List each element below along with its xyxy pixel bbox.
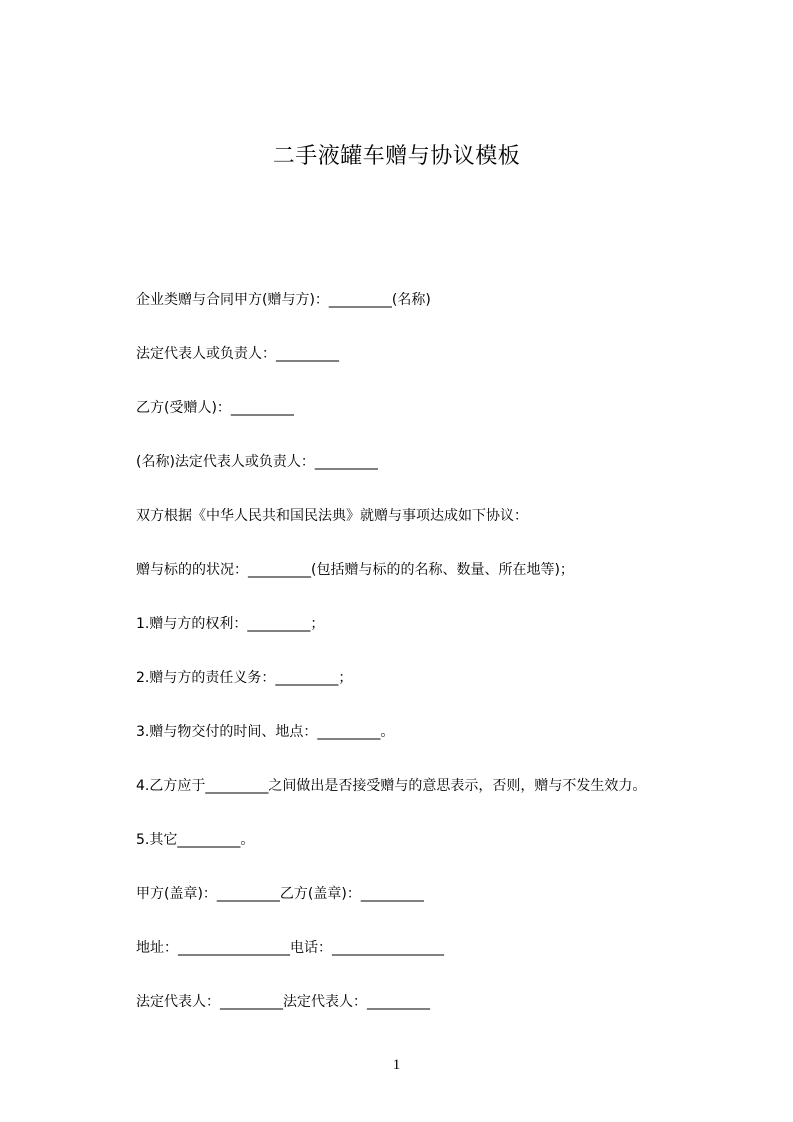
document-body — [136, 287, 736, 1016]
donee-line: 乙方(受赠人)：_________ — [136, 400, 294, 416]
clause-2-line: 2.赠与方的责任义务：_________； — [136, 670, 353, 686]
donor-line: 企业类赠与合同甲方(赠与方)：_________(名称) — [136, 292, 431, 308]
donor-representative-line: 法定代表人或负责人：_________ — [136, 346, 339, 362]
agreement-basis-line: 双方根据《中华人民共和国民法典》就赠与事项达成如下协议： — [136, 508, 528, 524]
clause-3-line: 3.赠与物交付的时间、地点：_________。 — [136, 724, 395, 740]
donee-representative-line: (名称)法定代表人或负责人：_________ — [136, 454, 378, 470]
legal-representative-line: 法定代表人：_________法定代表人：_________ — [136, 994, 430, 1010]
gift-subject-line: 赠与标的的状况：_________(包括赠与标的的名称、数量、所在地等)； — [136, 562, 574, 578]
clause-1-line: 1.赠与方的权利：_________； — [136, 616, 325, 632]
clause-5-line: 5.其它_________。 — [136, 832, 255, 848]
page-number: 1 — [392, 1057, 401, 1073]
clause-4-line: 4.乙方应于_________之间做出是否接受赠与的意思表示，否则，赠与不发生效力。 — [136, 778, 647, 794]
document-title: 二手液罐车赠与协议模板 — [272, 144, 521, 169]
seal-line: 甲方(盖章)：_________乙方(盖章)：_________ — [136, 886, 424, 902]
address-phone-line: 地址：________________电话：________________ — [136, 940, 444, 956]
